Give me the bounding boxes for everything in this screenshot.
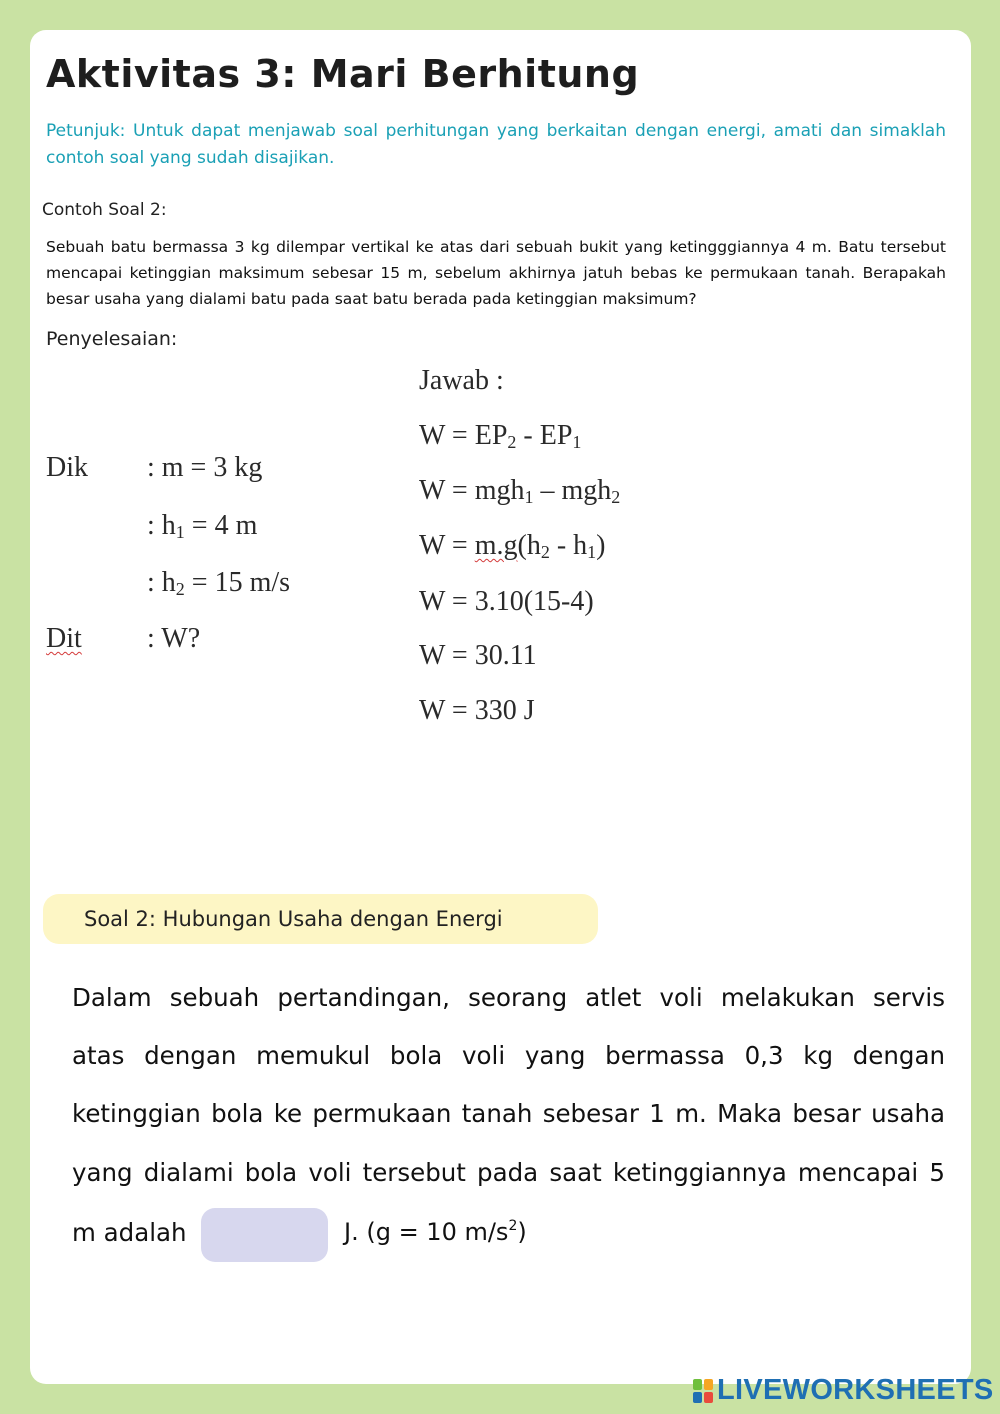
brand-footer — [693, 1374, 994, 1407]
problem-line-2: atas dengan memukul bola voli yang bermassa 0,3 kg dengan — [72, 1041, 945, 1070]
known-height-2: : $h_2 = 15$ m/s — [147, 567, 291, 599]
brand-name: LIVEWORKSHEETS — [717, 1374, 994, 1406]
answer-step-3: $W = m.g(h_2 - h_1)$ — [419, 530, 606, 562]
problem-line-3: ketinggian bola ke permukaan tanah sebesar 1 m. Maka besar usaha — [72, 1099, 945, 1128]
answer-step-4: W = 3.10(15-4) — [419, 586, 594, 617]
known-height-1: : $h_1 = 4$ m — [147, 510, 258, 542]
problem-unit-text: J. (g = 10 $m/s^2$) — [344, 1218, 527, 1246]
answer-label: Jawab : — [419, 365, 504, 396]
example-label: Contoh Soal 2: — [42, 200, 167, 220]
problem-line-5-prefix: m adalah — [72, 1218, 187, 1247]
problem-line-1: Dalam sebuah pertandingan, seorang atlet voli melakukan servis — [72, 983, 945, 1012]
asked-label: Dit — [46, 623, 82, 654]
answer-input[interactable] — [201, 1208, 328, 1262]
solution-label: Penyelesaian: — [46, 328, 178, 350]
known-mass: : m = 3 kg — [147, 452, 263, 483]
liveworksheets-logo-icon — [693, 1379, 713, 1403]
known-label: Dik — [46, 452, 88, 483]
answer-step-2: W = mgh$_1$ – mgh$_2$ — [419, 475, 621, 507]
asked-value: : W? — [147, 623, 201, 654]
answer-step-6: W = 330 J — [419, 695, 535, 726]
answer-step-5: W = 30.11 — [419, 640, 537, 671]
example-problem-text: Sebuah batu bermassa 3 kg dilempar vertikal ke atas dari sebuah bukit yang ketingggiannya 4 m. Batu tersebut mencapai ketinggian maksimum sebesar 15 m, sebelum akhirnya jatuh bebas ke permukaan tanah. Berapakah besar usaha yang dialami batu pada saat batu berada pada ketinggian maksimum? — [46, 238, 946, 308]
answer-step-1: $W = EP_2 - EP_1$ — [419, 420, 582, 452]
problem-title: Soal 2: Hubungan Usaha dengan Energi — [84, 907, 503, 931]
problem-line-4: yang dialami bola voli tersebut pada saat ketinggiannya mencapai 5 — [72, 1158, 945, 1187]
page-title: Aktivitas 3: Mari Berhitung — [46, 52, 640, 96]
instruction-text: Petunjuk: Untuk dapat menjawab soal perhitungan yang berkaitan dengan energi, amati dan simaklah contoh soal yang sudah disajikan. — [46, 121, 946, 168]
